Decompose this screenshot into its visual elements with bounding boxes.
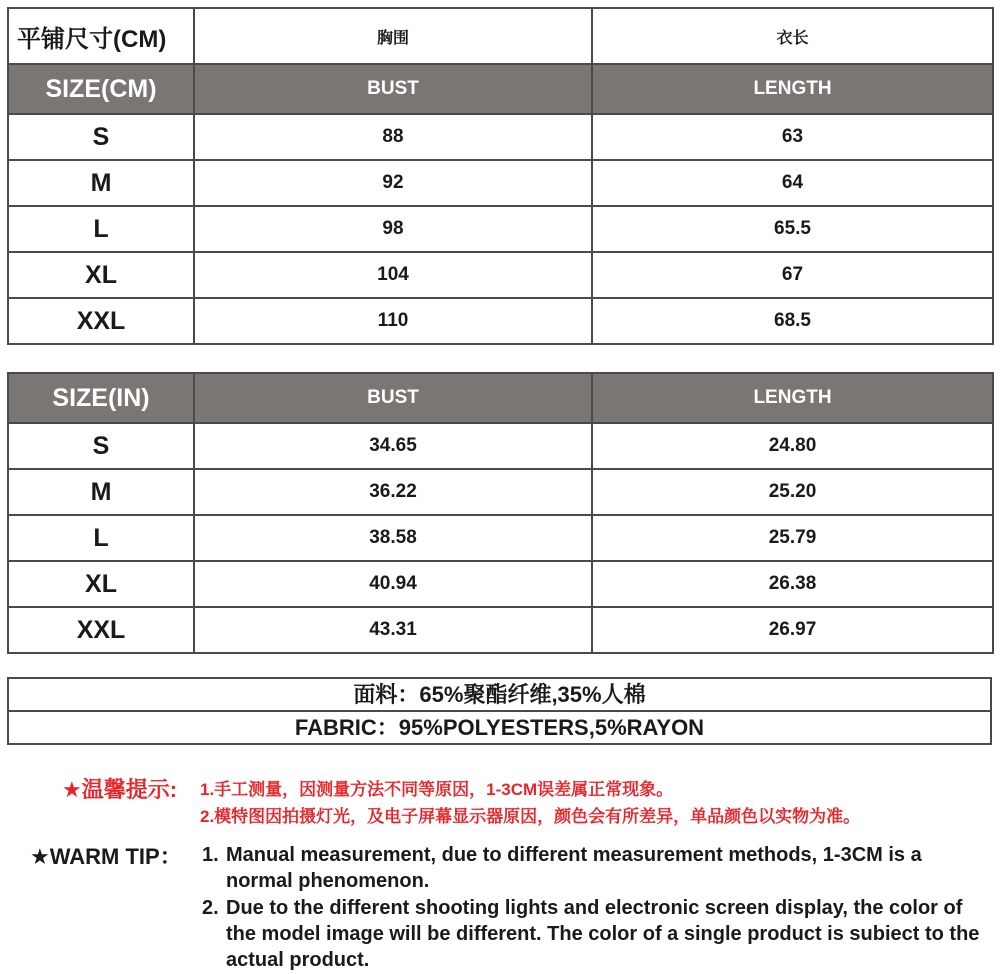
table-row bbox=[8, 298, 993, 344]
bust-cell: 98 bbox=[194, 206, 592, 252]
table-row bbox=[8, 114, 993, 160]
table-row bbox=[8, 561, 993, 607]
warm-tip-en-item-1-text: Manual measurement, due to different measurement methods, 1-3CM is a normal phenomenon. bbox=[226, 844, 922, 892]
warm-tip-en-item-1 bbox=[202, 842, 982, 894]
header-bust-in: BUST bbox=[194, 373, 592, 423]
length-cell: 24.80 bbox=[592, 423, 993, 469]
length-cell: 67 bbox=[592, 252, 993, 298]
warm-tip-cn-line-2: 2.模特图因拍摄灯光，及电子屏幕显示器原因，颜色会有所差异，单品颜色以实物为准。 bbox=[200, 807, 861, 826]
warm-tip-en-label: ★WARM TIP： bbox=[30, 844, 182, 869]
bust-cell: 104 bbox=[194, 252, 592, 298]
table-cm-title-row bbox=[8, 8, 993, 64]
bust-cell: 36.22 bbox=[194, 469, 592, 515]
length-cell: 63 bbox=[592, 114, 993, 160]
length-cell: 26.38 bbox=[592, 561, 993, 607]
header-length-in: LENGTH bbox=[592, 373, 993, 423]
table-row bbox=[8, 469, 993, 515]
table-in-header-row bbox=[8, 373, 993, 423]
bust-cell: 88 bbox=[194, 114, 592, 160]
table-row bbox=[8, 515, 993, 561]
length-cell: 25.79 bbox=[592, 515, 993, 561]
header-size-in: SIZE(IN) bbox=[8, 373, 194, 423]
length-cell: 25.20 bbox=[592, 469, 993, 515]
length-cell: 26.97 bbox=[592, 607, 993, 653]
size-cell: S bbox=[8, 114, 194, 160]
size-cell: M bbox=[8, 469, 194, 515]
size-table-in bbox=[7, 372, 994, 654]
table-row bbox=[8, 252, 993, 298]
size-table-cm bbox=[7, 7, 994, 345]
size-cell: XL bbox=[8, 561, 194, 607]
table-cm-title: 平铺尺寸(CM) bbox=[8, 8, 194, 64]
size-cell: M bbox=[8, 160, 194, 206]
table-row bbox=[8, 423, 993, 469]
size-cell: XXL bbox=[8, 298, 194, 344]
header-bust-cm: BUST bbox=[194, 64, 592, 114]
header-length-cm: LENGTH bbox=[592, 64, 993, 114]
size-cell: S bbox=[8, 423, 194, 469]
table-row bbox=[8, 607, 993, 653]
warm-tip-en-item-2-number: 2. bbox=[202, 897, 219, 919]
warm-tip-cn-label: ★温馨提示: bbox=[62, 777, 178, 802]
header-size-cm: SIZE(CM) bbox=[8, 64, 194, 114]
size-cell: XL bbox=[8, 252, 194, 298]
table-cm-title-bust: 胸围 bbox=[194, 8, 592, 64]
length-cell: 64 bbox=[592, 160, 993, 206]
bust-cell: 92 bbox=[194, 160, 592, 206]
warm-tip-en-item-1-number: 1. bbox=[202, 844, 219, 866]
fabric-box bbox=[7, 677, 992, 745]
size-cell: XXL bbox=[8, 607, 194, 653]
bust-cell: 34.65 bbox=[194, 423, 592, 469]
warm-tip-cn-line-1: 1.手工测量，因测量方法不同等原因，1-3CM误差属正常现象。 bbox=[200, 780, 674, 799]
warm-tip-en-item-2-text: Due to the different shooting lights and electronic screen display, the color of the model image will be different. The color of a single product is subiect to the actual product. bbox=[226, 897, 980, 971]
bust-cell: 38.58 bbox=[194, 515, 592, 561]
bust-cell: 110 bbox=[194, 298, 592, 344]
length-cell: 68.5 bbox=[592, 298, 993, 344]
fabric-cn: 面料：65%聚酯纤维,35%人棉 bbox=[353, 682, 646, 707]
bust-cell: 43.31 bbox=[194, 607, 592, 653]
bust-cell: 40.94 bbox=[194, 561, 592, 607]
table-cm-title-length: 衣长 bbox=[592, 8, 993, 64]
size-cell: L bbox=[8, 206, 194, 252]
warm-tip-en-item-2 bbox=[202, 895, 982, 973]
size-cell: L bbox=[8, 515, 194, 561]
fabric-en: FABRIC：95%POLYESTERS,5%RAYON bbox=[9, 710, 990, 743]
table-row bbox=[8, 160, 993, 206]
length-cell: 65.5 bbox=[592, 206, 993, 252]
table-row bbox=[8, 206, 993, 252]
table-cm-header-row bbox=[8, 64, 993, 114]
